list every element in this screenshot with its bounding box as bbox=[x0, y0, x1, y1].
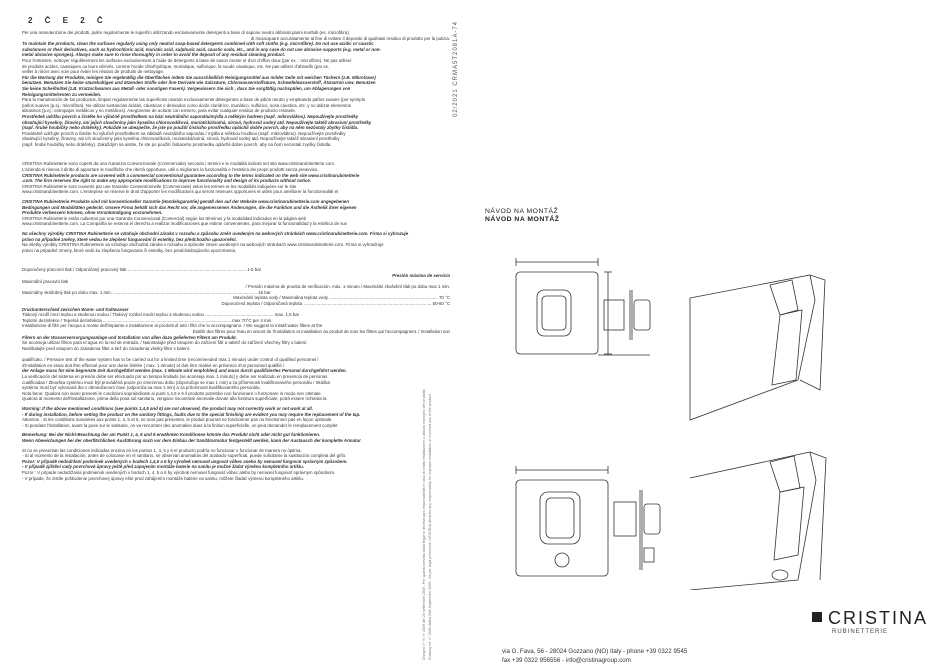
text-line: www.cristinarubinetterie.com. La Compañía se reserva el derecho a realizar modificaciones que estime convenientes, para mejorar la funcionalidad y la estética de sus bbox=[22, 221, 348, 227]
text-line: cualificadas / Zkouška systému musí být prováděná pouze po omezenou dobu (doporučuje se max 1 min) a za přítomnosti kvalifikovaného personálu / Skúška bbox=[22, 379, 330, 385]
side-note-2: Drawing ref. n° 2009 dated 26th September 2009 - As per legal provisions, CRISTINA declines any responsibility for improper installation or incorrect use of the product bbox=[428, 394, 432, 660]
document-code-side bbox=[438, 20, 460, 236]
text-line: - If during installation, before setting the product on the sanitary fittings, faults due to the special finishing are evident you may require the replacement of the tap. bbox=[22, 411, 361, 417]
text-line: Produkte verbessern können, ohne Vorankündigung vorzunehmen. bbox=[22, 210, 163, 216]
text-line: Attention : Si les conditions susvisées aux points 1, 4, 5 et 6, ne sont pas présentes, le produit pourrait ne fonctionner pas ou fonctionner pas en façon optimale. bbox=[22, 417, 333, 423]
text-line: Presión máxima de servicio bbox=[392, 272, 450, 278]
text-line: Installazione di filtri per l'acqua a monte dell'impianto e installazione ai prodotti di tutti i filtri che lo accompagnano. / We suggest to install water filters at the bbox=[22, 323, 323, 329]
side-legal-notes bbox=[418, 300, 452, 660]
text-line: Pozor : V prípade nedodržania podmienok uvedených v bodoch 1, 4, 5 a 6 by výrobok nemusel fungovať vôbec alebo by nemusel fungovať správnym spôsobom. bbox=[22, 469, 336, 475]
text-line: veiller à rincer avec soin pour éviter les résidus de produits de nettoyage. bbox=[22, 69, 165, 75]
text-line: Nota bene: Qualora non siano presenti le condizioni sopraindicate ai punti 1,4,5 e 6 il prodotto potrebbe non funzionare o funzionare in modo non ottimale. bbox=[22, 390, 322, 396]
text-line: Si no se presentan las condiciones indicadas encima en los puntos 1, 4, 5 y 6 el producto podría no funcionar o funcionar de manera no óptima. bbox=[22, 447, 302, 453]
text-line: To maintain the products, clean the surfaces regularly using only neutral soap-based detergents combined with soft cloths (e.g. microfibre). Do not use acidic or caustic bbox=[22, 41, 374, 47]
text-line: www.cristinarubinetterie.com. L'entreprise se réserve le droit d'apporter les modifications qui seront retenues opportunes et utiles pour améliorer la fonctionnalité et bbox=[22, 189, 339, 195]
text-line: Nainštalujte pred vstupom do zariadenia filter a tiež do zariadenia všetky filtre s balení. bbox=[22, 345, 191, 351]
text-line: Tlakový rozdíl mezi teplou a studenou vodou / Tlakový rozdiel medzi teplou a studenou vodou ........................................................ max. 1,5 bar bbox=[22, 312, 300, 318]
text-line: Filtern an der Wasserversorgungsanlage und Installation von allen dazu gelieferten Filtern am Produkt. bbox=[22, 334, 237, 340]
text-line: Doporučený pracovní tlak / Odporúčaný pracovný tlak ................................................................................................. 1-5 bar bbox=[22, 267, 262, 273]
text-line: Für die Wartung der Produkte, reinigen Sie regelmäßig die Oberflächen indem Sie ausschließlich Reinigungsmittel aus milder Seife mit weichen Tüchern (z.B. Mikrofaser) bbox=[22, 74, 376, 80]
text-line: (např. hrubé houbičky nebo drátěnky). Pokaždé se ubezpečte, že jste po použití čisticího prostředku opláchli dobře povrch, aby na něm nezůstaly zbytky čistidla. bbox=[22, 125, 359, 131]
text-line: Bemerkung: Bei der Nicht-Beachtung der am Punkt 1, 4, 5 und 6 erwähnten Konditionen könnte das Produkt nicht oder nicht gut funktionieren. bbox=[22, 432, 321, 438]
text-line: de produits acides, caustiques ou leurs dérivés, comme l'acide chlorhydrique, muriatique, sulfurique, la soude caustique, etc. Ne pas utiliser d'abrasifs (par ex. bbox=[22, 63, 330, 69]
text-line: benutzen. Benutzen Sie keine säurehaltigen und ätzenden Stoffe oder ihre Derivate wie Salzsäure, Chlorwasserstoffsäure, Schwefelwasserstoff, Ätznatron usw. Benutzen bbox=[22, 80, 376, 86]
text-line: právo na prípadné zmeny, ktoré vedú ku zlepšeniu fungovania či estetiky, bez predchádzajúceho upozornenia. bbox=[22, 247, 237, 253]
drawing-side-view-1 bbox=[598, 290, 650, 355]
text-line: di risciacquare accuratamente al fine di evitare il deposito di qualsiasi residuo di prodotto per la pulizia. bbox=[250, 35, 450, 41]
text-line: Na všetky výrobky CRISTINA Rubinetterie sa vzťahuje obchodná záruka v rozsahu a spôsobe zmien uvedeným na webových stránkach www.cristinarubinetterie.com. Firma si vyhradzuje bbox=[22, 242, 384, 248]
brand-name: CRISTINA bbox=[828, 608, 929, 628]
drawing-front-view-1 bbox=[516, 258, 612, 354]
text-line: CRISTINA Rubinetterie están cubiertos por una Garantía Convencional (Comercial) según los términos y la modalidad indicados en la página web bbox=[22, 215, 307, 221]
text-line: Para la manutención de los productos, limpiar regularmente las superficies usando exclusivamente detergentes a base de jabón neutro y empleando paños suaves (por ejemplo bbox=[22, 97, 366, 103]
warranty-block bbox=[22, 161, 450, 253]
drawing-front-view-2 bbox=[516, 466, 608, 576]
maintenance-block bbox=[22, 30, 450, 147]
text-line: der Anlage muss für eine begrenzte Zeit durchgeführt werden (max. 1 Minute wird empfohlen) und muss durch qualifiziertes Personal durchgeführt werden. bbox=[22, 368, 347, 374]
instructions-title-sk: NÁVOD NA MONTÁŽ bbox=[485, 216, 560, 223]
text-line: La verificación del sistema en presión debe ser efectuado por un tiempo limitado (se aconseja max. 1 minuto) y debe ser realizado en presencia de personas bbox=[22, 374, 328, 380]
language-header: 2 Č E 2 Č bbox=[28, 16, 108, 25]
text-line: právo na případné změny, které vedou ke zlepšení funguování či estetiky, bez předchozího upozornění. bbox=[22, 236, 237, 242]
text-line: systému musí byť vykonaná iba v obmedzenom čase (odporúča sa max 1 min) a za prítomnosti kvalifikovaného personálu. bbox=[22, 385, 261, 391]
product-drawing bbox=[480, 230, 900, 590]
text-line: - V prípade, že zistíte poškodenie povrchovej úpravy ešte pred zahájením montáže batérie na sanitu, môžete žiadať výmenu kompletného artiklu. bbox=[22, 475, 305, 481]
drawing-perspective-2 bbox=[690, 452, 826, 590]
text-line: / Presión máxima de prueba de verificación, máx. 1 minuto / Maximální zkušební tlak po dobu max 1 min. bbox=[245, 284, 450, 290]
text-line: Maximálny skúšobný tlak po dobu max. 1 min. ...................................................................................................................... 16 bar bbox=[22, 289, 271, 295]
text-line: abrasivos (p.ej.: estropajos metálicos y no metálicos). Asegúrense de aclarar con esmero, para evitar cualquier residuo de producto restante. bbox=[22, 108, 297, 114]
text-line: .com. The firm reserves the right to make any appropriate modifications to improve functionality and design of its products without notice. bbox=[22, 178, 312, 184]
text-line: Warning: If the above mentioned conditions (see points 1,4,5 and 6) are not observed, the product may not correctly work or not work at all. bbox=[22, 406, 313, 412]
contact-info bbox=[502, 648, 687, 665]
text-line: Bedingungen und Modalitäten gedeckt. Unsere Firma behält sich das Recht vor, die angemessenen Änderungen, die die Funktion und die Ästhetik ihrer eigenen bbox=[22, 204, 357, 210]
text-line: Sie keine Scheifmittel (z.B. Kratzschwamm aus Metall- oder sonstigen Fasern). Vergewissern Sie sich , dass Sie sorgfältig nachspülen, um Ablagerungen von bbox=[22, 85, 351, 91]
text-line: Qualora al momento dell'installazione, prima della posa sul sanitario, vengano riscontrate anomalie dovute alla fornitura superficiale, potrà essere richiesta la bbox=[22, 396, 327, 402]
text-line: Per una manutenzione dei prodotti, pulire regolarmente le superfici utilizzando esclusivamente detergenti a base di sapone neutro abbinati panni morbidi (es. microfibra). bbox=[22, 30, 351, 35]
text-line: CRISTINA Rubinetterie sono coperti da una Garanzia Convenzionale (Commerciale) secondo i termini e le modalità indicati nel sito www.cristinarubinetterie.com. bbox=[22, 161, 336, 167]
text-line: - Si pendant l'installation, avant la pose sur le sanitaire, on va rencontrer des anomalies dues à la finition superficielle, on peut demander le remplacement complet bbox=[22, 422, 338, 428]
brand-square-icon bbox=[812, 612, 822, 622]
instructions-title-cz: NÁVOD NA MONTÁŽ bbox=[485, 208, 559, 215]
text-line: - V případě zjištění vady povrchové úpravy ještě před zapojením montáže baterie na sanitu je možné žádat výměnu kompletního artiklu. bbox=[22, 464, 305, 470]
text-line: Doporučená teplota / Odporúčaná teplota ......................................................................................................... 50-60 °C bbox=[221, 300, 450, 306]
text-line: Se aconseja utilizar filtros para el agua en la red de entrada. / Nainstalujte před vstupem do zařízení filtr a taktéž do zařízení všechny filtry s balení. bbox=[22, 340, 308, 346]
text-line: Pravidelně udržujte povrch a čistěte ho výlučně prostředkem na základě neutrálního saponátu / mýdla a měkkou hrudkou (např. mikrovlákno). Nepoužívejte prostředky bbox=[22, 130, 346, 136]
text-line: Maximální teplota vody / Maximálna teplota vody ......................................................................................... 70 °C bbox=[233, 295, 450, 301]
text-line: Teplotní dezinfekce / Tepelná dezinfekcia ......................................................................................................... max 70°C per 4 min bbox=[22, 317, 272, 323]
text-line: L'azienda si riserva il diritto di apportare le modifiche che riterrà opportune, utili a migliorare la funzionalità e l'estetica dei propri prodotti senza preavviso. bbox=[22, 167, 319, 173]
technical-data-block bbox=[22, 267, 450, 351]
text-line: obsahující kyseliny, žíraviny, ani ich sloučeniny jako kyselina chlorovodíková, muriatická/solná, sírová, hydroxid sodný atd. Nepoužívejte taktéž abrasivní prostředky bbox=[22, 136, 340, 142]
text-line: substances or their derivatives, such as hydrochloric acid, muriatic acid, sulphuric acid, caustic soda, etc., and in any case do not use abrasive supports (e.g. metal or non- bbox=[22, 46, 381, 52]
contact-fax-email: fax +39 0322 956556 - info@cristinagroup.com bbox=[502, 656, 631, 664]
drawing-side-view-2 bbox=[614, 490, 660, 570]
text-line: qualificato. / Pressure test of the water system has to be carried out for a limited time (recommended max 1 minute) under control of qualified personnel / bbox=[22, 357, 319, 363]
text-line: Pour l'entretien, nettoyer régulièrement les surfaces exclusivement à l'aide de détergents à base de savon neutre et d'un chiffon doux (par ex. : microfibre). Ne pas utiliser bbox=[22, 57, 352, 63]
text-line: Pozor: V případě nedodržení podmínek uvedených v bodech 1,4,5 a 6 by výrobek nemusel ungovat vůbec anebo by nemusel fungovat správným způsobem. bbox=[22, 458, 348, 464]
text-line: CRISTINA Rubinetterie products are covered with a commercial conventional guarantee according to the terms indicated on the web site www.cristinarubinetterie bbox=[22, 172, 360, 178]
side-note-1: Disegno n° rif. n° 2009 del 26 settembre 2009 - Per quanto previsto dalla legge si declina ogni responsabilità in caso di errata installazione o utilizzo improprio del prodotto bbox=[422, 389, 426, 660]
text-line: Na všechny výrobky CRISTINA Rubinetterie se vztahuje obchodní záruka v rozsahu a způsobu změn uvedeným na webových stránkách www.cristinarubinetterie.com. Firma si vyhrazuje bbox=[22, 231, 409, 236]
contact-address: via G. Fava, 56 - 28024 Gozzano (NO) Italy - phone +39 0322 9545 bbox=[502, 648, 688, 655]
text-line: Prostředek údržbu povrch a čistěte ho výlučně prostředkem na bázi neutrálního saponátu/mýdla a měkkým hadrem (např. mikrovlákno). Nepoužívejte prostředky bbox=[22, 113, 359, 119]
brand-logo bbox=[812, 608, 928, 629]
text-line: Wenn Abweichungen bei der oberflächlichen Ausführung nach vor dem Einbau der Sanitärarmatur festgestellt werden, kann der Austausch der komplette Armatur bbox=[22, 438, 361, 443]
text-line: d'installation en essai doit être effectué pour une durée limitée ( max. 1 minute) et doit être réalisé en présence d'un personnel qualifié / bbox=[22, 362, 285, 368]
text-line: (např. hrubé houbičky nebo drátěnky). Zakaždým sa uistite, že ste po použití čistiaceho prostriedku opláchli dobre povrch, aby na ňom nezostali zvyšky čistidla. bbox=[22, 141, 332, 147]
text-column bbox=[22, 16, 450, 666]
text-line: Druckunterschied zwischen Warm- und Kaltwasser bbox=[22, 306, 129, 312]
document-code: 02/2021 CRMA5T2081A-74 bbox=[453, 20, 460, 118]
text-line: Reinigungsmittelresten zu vermeiden. bbox=[22, 91, 102, 97]
text-line: paños suaves (p.ej.: microfibra). No utilizar sustancias ácidas, cáusticas o derivados como ácido clorídrico, muriático, sulfúrico, sosa cáustica, etc. y no utilizar elementos bbox=[22, 102, 351, 108]
text-line: CRISTINA Rubinetterie sont couverts par une Garantie Conventionnelle (Commerciale) selon les termes et les modalités indiquées sur le site bbox=[22, 183, 297, 189]
text-line: - Si al momento de la instalación, antes de colocarse en el sanitario, se observan anomalías del acabado superficial, puede solicitarse la sustitución completa del grifo. bbox=[22, 453, 347, 459]
text-line: Établir des filtres pour l'eau en amont de l'installation et installation au produit de tous les filtres qui l'accompagnent. / Installation von bbox=[192, 328, 450, 334]
text-line: obsahující kyseliny, žíraviny, ani jejich sloučeniny jako kyselina chlorovodíková, muriatická/solná, sírová, hydroxid sodný atd. Nepoužívejte taktéž abrasivní prostředky bbox=[22, 119, 372, 125]
text-line: CRISTINA Rubinetterie Produkte sind mit konventioneller Garantie (Handelsgarantie) gemäß den auf der Website www.cristinarubinetterie.com angegebenen bbox=[22, 199, 350, 205]
brand-subtitle: RUBINETTERIE bbox=[832, 629, 889, 635]
text-line: metal abrasive sponges). Always make sure to rinse thoroughly in order to avoid the deposit of any residual cleaning product. bbox=[22, 52, 286, 58]
text-line: Maximální pracovní tlak bbox=[22, 278, 69, 284]
warnings-block bbox=[22, 357, 450, 481]
drawing-perspective-1 bbox=[690, 275, 825, 420]
